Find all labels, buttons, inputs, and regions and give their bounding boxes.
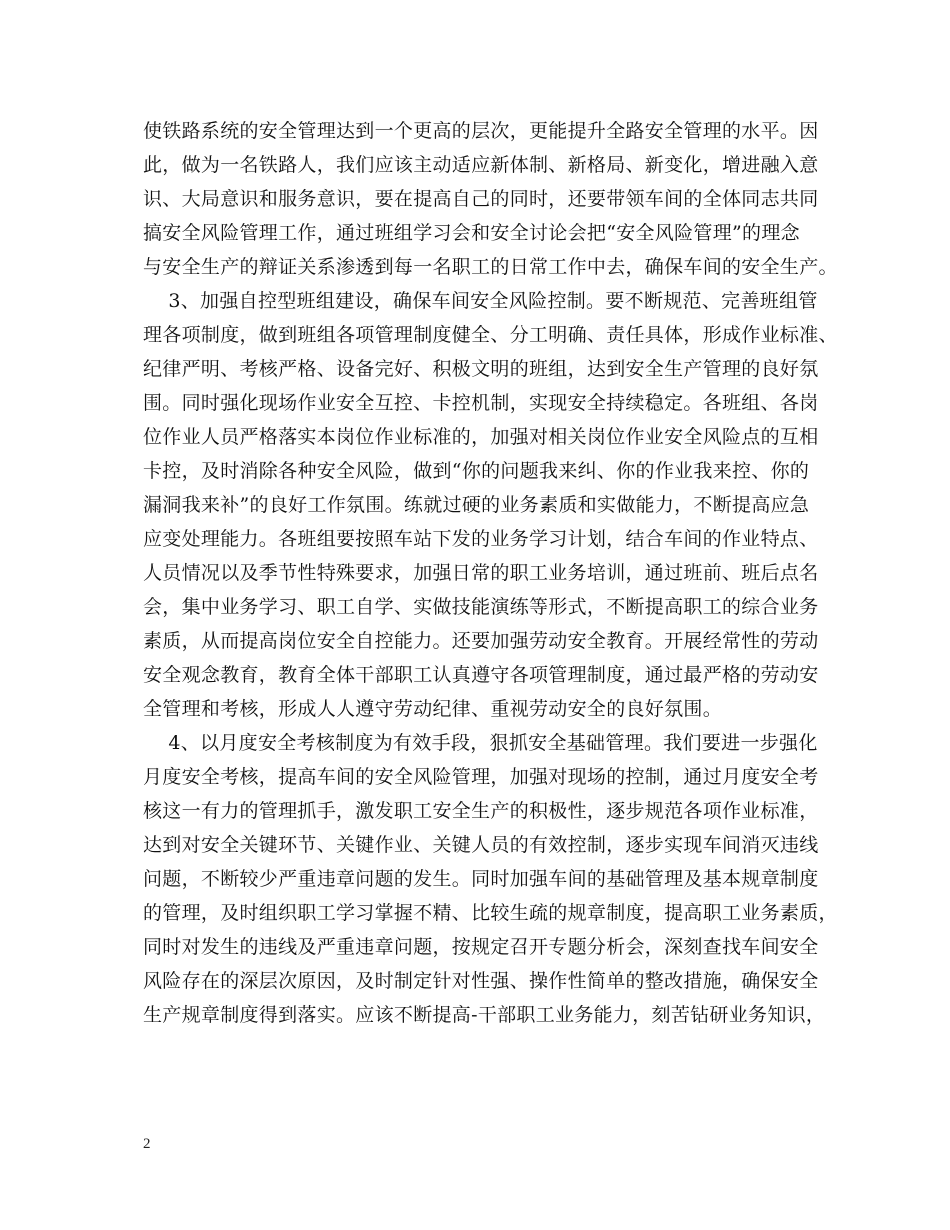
text-line: 素质，从而提高岗位安全自控能力。还要加强劳动安全教育。开展经常性的劳动	[143, 630, 819, 652]
text-line: 漏洞我来补”的良好工作氛围。练就过硬的业务素质和实做能力，不断提高应急	[143, 494, 810, 516]
body-text	[143, 114, 838, 1032]
text-line: 同时对发生的违线及严重违章问题，按规定召开专题分析会，深刻查找车间安全	[143, 936, 819, 958]
text-line: 会，集中业务学习、职工自学、实做技能演练等形式，不断提高职工的综合业务	[143, 596, 819, 618]
text-line: 与安全生产的辩证关系渗透到每一名职工的日常工作中去，确保车间的安全生产。	[143, 256, 838, 278]
text-line: 3、加强自控型班组建设，确保车间安全风险控制。要不断规范、完善班组管	[143, 290, 818, 312]
text-line: 理各项制度，做到班组各项管理制度健全、分工明确、责任具体，形成作业标准、	[143, 324, 838, 346]
text-line: 人员情况以及季节性特殊要求，加强日常的职工业务培训，通过班前、班后点名	[143, 562, 819, 584]
text-line: 核这一有力的管理抓手，激发职工安全生产的积极性，逐步规范各项作业标准，	[143, 800, 819, 822]
text-line: 问题，不断较少严重违章问题的发生。同时加强车间的基础管理及基本规章制度	[143, 868, 819, 890]
text-line: 应变处理能力。各班组要按照车站下发的业务学习计划，结合车间的作业特点、	[143, 528, 819, 550]
text-line: 识、大局意识和服务意识，要在提高自己的同时，还要带领车间的全体同志共同	[143, 188, 819, 210]
text-line: 4、以月度安全考核制度为有效手段，狠抓安全基础管理。我们要进一步强化	[143, 732, 818, 754]
text-line: 风险存在的深层次原因，及时制定针对性强、操作性简单的整改措施，确保安全	[143, 970, 819, 992]
text-line: 全管理和考核，形成人人遵守劳动纪律、重视劳动安全的良好氛围。	[143, 698, 723, 720]
text-line: 卡控，及时消除各种安全风险，做到“你的问题我来纠、你的作业我来控、你的	[143, 460, 810, 482]
text-line: 达到对安全关键环节、关键作业、关键人员的有效控制，逐步实现车间消灭违线	[143, 834, 819, 856]
text-line: 纪律严明、考核严格、设备完好、积极文明的班组，达到安全生产管理的良好氛	[143, 358, 819, 380]
text-line: 使铁路系统的安全管理达到一个更高的层次，更能提升全路安全管理的水平。因	[143, 120, 819, 142]
text-line: 围。同时强化现场作业安全互控、卡控机制，实现安全持续稳定。各班组、各岗	[143, 392, 819, 414]
page-number: 2	[143, 1136, 151, 1152]
text-line: 月度安全考核，提高车间的安全风险管理，加强对现场的控制，通过月度安全考	[143, 766, 819, 788]
text-line: 位作业人员严格落实本岗位作业标准的，加强对相关岗位作业安全风险点的互相	[143, 426, 819, 448]
text-line: 的管理，及时组织职工学习掌握不精、比较生疏的规章制度，提高职工业务素质，	[143, 902, 838, 924]
text-line: 生产规章制度得到落实。应该不断提高-干部职工业务能力，刻苦钻研业务知识，	[143, 1004, 826, 1026]
text-line: 此，做为一名铁路人，我们应该主动适应新体制、新格局、新变化，增进融入意	[143, 154, 819, 176]
text-line: 搞安全风险管理工作，通过班组学习会和安全讨论会把“安全风险管理”的理念	[143, 222, 800, 244]
text-line: 安全观念教育，教育全体干部职工认真遵守各项管理制度，通过最严格的劳动安	[143, 664, 819, 686]
